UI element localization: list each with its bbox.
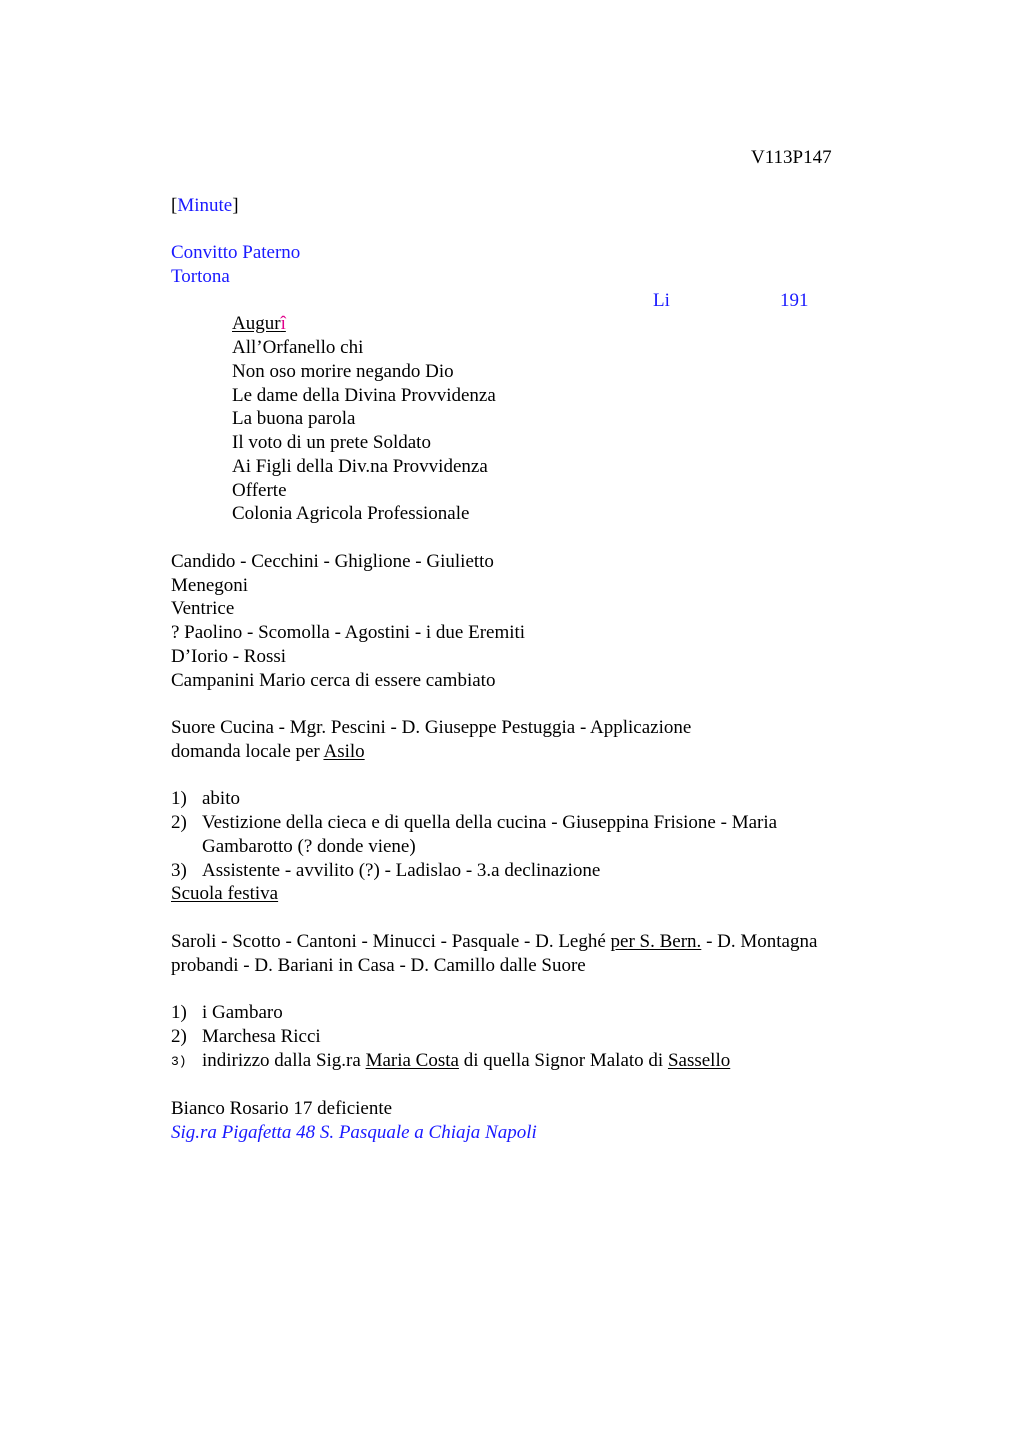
date-li: Li	[653, 290, 670, 311]
list1-item: abito	[202, 788, 240, 809]
names-line: Ventrice	[171, 598, 235, 619]
list1-item: Assistente - avvilito (?) - Ladislao - 3.a declinazione	[202, 860, 601, 881]
list1-number: 1)	[171, 788, 187, 809]
minute-heading: [Minute]	[171, 195, 239, 216]
minute-label: Minute	[177, 195, 233, 216]
auguri-last-letter: î	[280, 313, 286, 334]
indented-item: Offerte	[232, 480, 287, 501]
sassello-underlined: Sassello	[667, 1050, 731, 1071]
list2-number: 3)	[171, 1054, 187, 1069]
list2-item3-pre: indirizzo dalla Sig.ra	[202, 1050, 366, 1071]
header-line-2: Tortona	[171, 266, 230, 287]
list2-item	[202, 1049, 730, 1073]
names-line: Campanini Mario cerca di essere cambiato	[171, 670, 496, 691]
list1-number: 2)	[171, 812, 187, 833]
bianco-line: Bianco Rosario 17 deficiente	[171, 1098, 393, 1119]
header-line-1: Convitto Paterno	[171, 242, 301, 263]
names-line: D’Iorio - Rossi	[171, 646, 287, 667]
list2-item3-mid: di quella Signor Malato di	[458, 1050, 668, 1071]
saroli-text-post: - D. Montagna	[701, 931, 818, 952]
names-line: Menegoni	[171, 575, 249, 596]
maria-costa-underlined: Maria Costa	[365, 1050, 459, 1071]
list2-item: i Gambaro	[202, 1002, 283, 1023]
list2-item: Marchesa Ricci	[202, 1026, 321, 1047]
suore-line-2	[171, 740, 365, 764]
names-line: ? Paolino - Scomolla - Agostini - i due Eremiti	[171, 622, 526, 643]
saroli-line-1	[171, 930, 817, 954]
date-year: 191	[780, 290, 809, 311]
saroli-line-2: probandi - D. Bariani in Casa - D. Camillo dalle Suore	[171, 955, 586, 976]
list1-item: Vestizione della cieca e di quella della cucina - Giuseppina Frisione - Maria	[202, 812, 778, 833]
auguri-title	[232, 312, 286, 336]
pigafetta-line: Sig.ra Pigafetta 48 S. Pasquale a Chiaja Napoli	[171, 1122, 537, 1143]
indented-item: Non oso morire negando Dio	[232, 361, 454, 382]
auguri-main: Augur	[232, 313, 281, 334]
indented-item: Ai Figli della Div.na Provvidenza	[232, 456, 488, 477]
suore-line-2-text: domanda locale per	[171, 741, 324, 762]
scuola-festiva: Scuola festiva	[171, 883, 279, 904]
saroli-underlined: per S. Bern.	[610, 931, 702, 952]
saroli-text-pre: Saroli - Scotto - Cantoni - Minucci - Pasquale - D. Leghé	[171, 931, 611, 952]
indented-item: Le dame della Divina Provvidenza	[232, 385, 496, 406]
document-id: V113P147	[751, 147, 832, 168]
names-line: Candido - Cecchini - Ghiglione - Giulietto	[171, 551, 494, 572]
indented-item: All’Orfanello chi	[232, 337, 364, 358]
list2-number: 2)	[171, 1026, 187, 1047]
list1-number: 3)	[171, 860, 187, 881]
list1-item-continuation: Gambarotto (? donde viene)	[202, 836, 416, 857]
indented-item: Il voto di un prete Soldato	[232, 432, 431, 453]
list2-number: 1)	[171, 1002, 187, 1023]
asilo-underlined: Asilo	[323, 741, 365, 762]
suore-line-1: Suore Cucina - Mgr. Pescini - D. Giuseppe Pestuggia - Applicazione	[171, 717, 692, 738]
indented-item: Colonia Agricola Professionale	[232, 503, 470, 524]
indented-item: La buona parola	[232, 408, 356, 429]
